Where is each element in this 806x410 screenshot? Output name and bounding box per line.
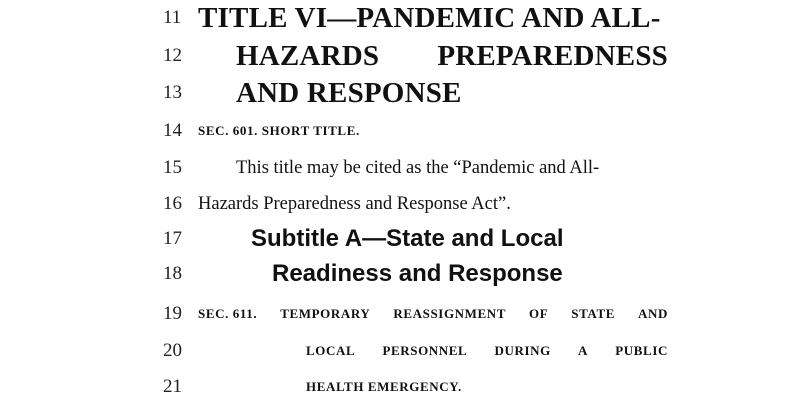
line-number: 21 — [163, 376, 182, 397]
title-word: HAZARDS — [236, 40, 380, 72]
line-number: 16 — [163, 193, 182, 214]
doc-line-20 — [0, 334, 806, 368]
heading-word: STATE — [571, 306, 615, 321]
line-number: 14 — [163, 120, 182, 141]
doc-line-16 — [0, 187, 806, 221]
title-heading-line-2 — [236, 39, 668, 73]
section-611-heading-line-2 — [306, 334, 668, 368]
doc-line-14 — [0, 114, 806, 148]
section-611-heading-line-1 — [198, 297, 668, 331]
section-611-heading-line-3: HEALTH EMERGENCY. — [306, 379, 462, 394]
heading-word: PUBLIC — [615, 343, 668, 358]
doc-line-19 — [0, 297, 806, 331]
heading-word: A — [578, 343, 589, 358]
subtitle-a-heading-line-1: Subtitle A—State and Local — [251, 225, 564, 252]
doc-line-12 — [0, 39, 806, 73]
doc-line-17 — [0, 222, 806, 256]
line-number: 20 — [163, 340, 182, 361]
subtitle-a-heading-line-2: Readiness and Response — [272, 260, 563, 287]
doc-line-11 — [0, 1, 806, 35]
heading-word: TEMPORARY — [280, 306, 371, 321]
heading-word: SEC. 611. — [198, 306, 258, 321]
doc-line-18 — [0, 257, 806, 291]
title-heading-line-1: TITLE VI—PANDEMIC AND ALL- — [198, 2, 661, 34]
line-number: 11 — [163, 7, 182, 28]
heading-word: DURING — [494, 343, 551, 358]
section-601-heading: SEC. 601. SHORT TITLE. — [198, 123, 360, 138]
line-number: 12 — [163, 45, 182, 66]
line-number: 18 — [163, 263, 182, 284]
line-number: 13 — [163, 82, 182, 103]
title-heading-line-3: AND RESPONSE — [236, 77, 462, 109]
doc-line-21 — [0, 370, 806, 404]
heading-word: REASSIGNMENT — [393, 306, 507, 321]
section-601-body-line-2: Hazards Preparedness and Response Act”. — [198, 194, 511, 214]
heading-word: OF — [529, 306, 549, 321]
line-number: 17 — [163, 228, 182, 249]
heading-word: AND — [637, 306, 668, 321]
heading-word: PERSONNEL — [382, 343, 468, 358]
heading-word: LOCAL — [306, 343, 356, 358]
line-number: 19 — [163, 303, 182, 324]
title-word: PREPAREDNESS — [437, 40, 668, 72]
line-number: 15 — [163, 157, 182, 178]
doc-line-13 — [0, 76, 806, 110]
section-601-body-line-1: This title may be cited as the “Pandemic and All- — [236, 158, 600, 178]
doc-line-15 — [0, 151, 806, 185]
